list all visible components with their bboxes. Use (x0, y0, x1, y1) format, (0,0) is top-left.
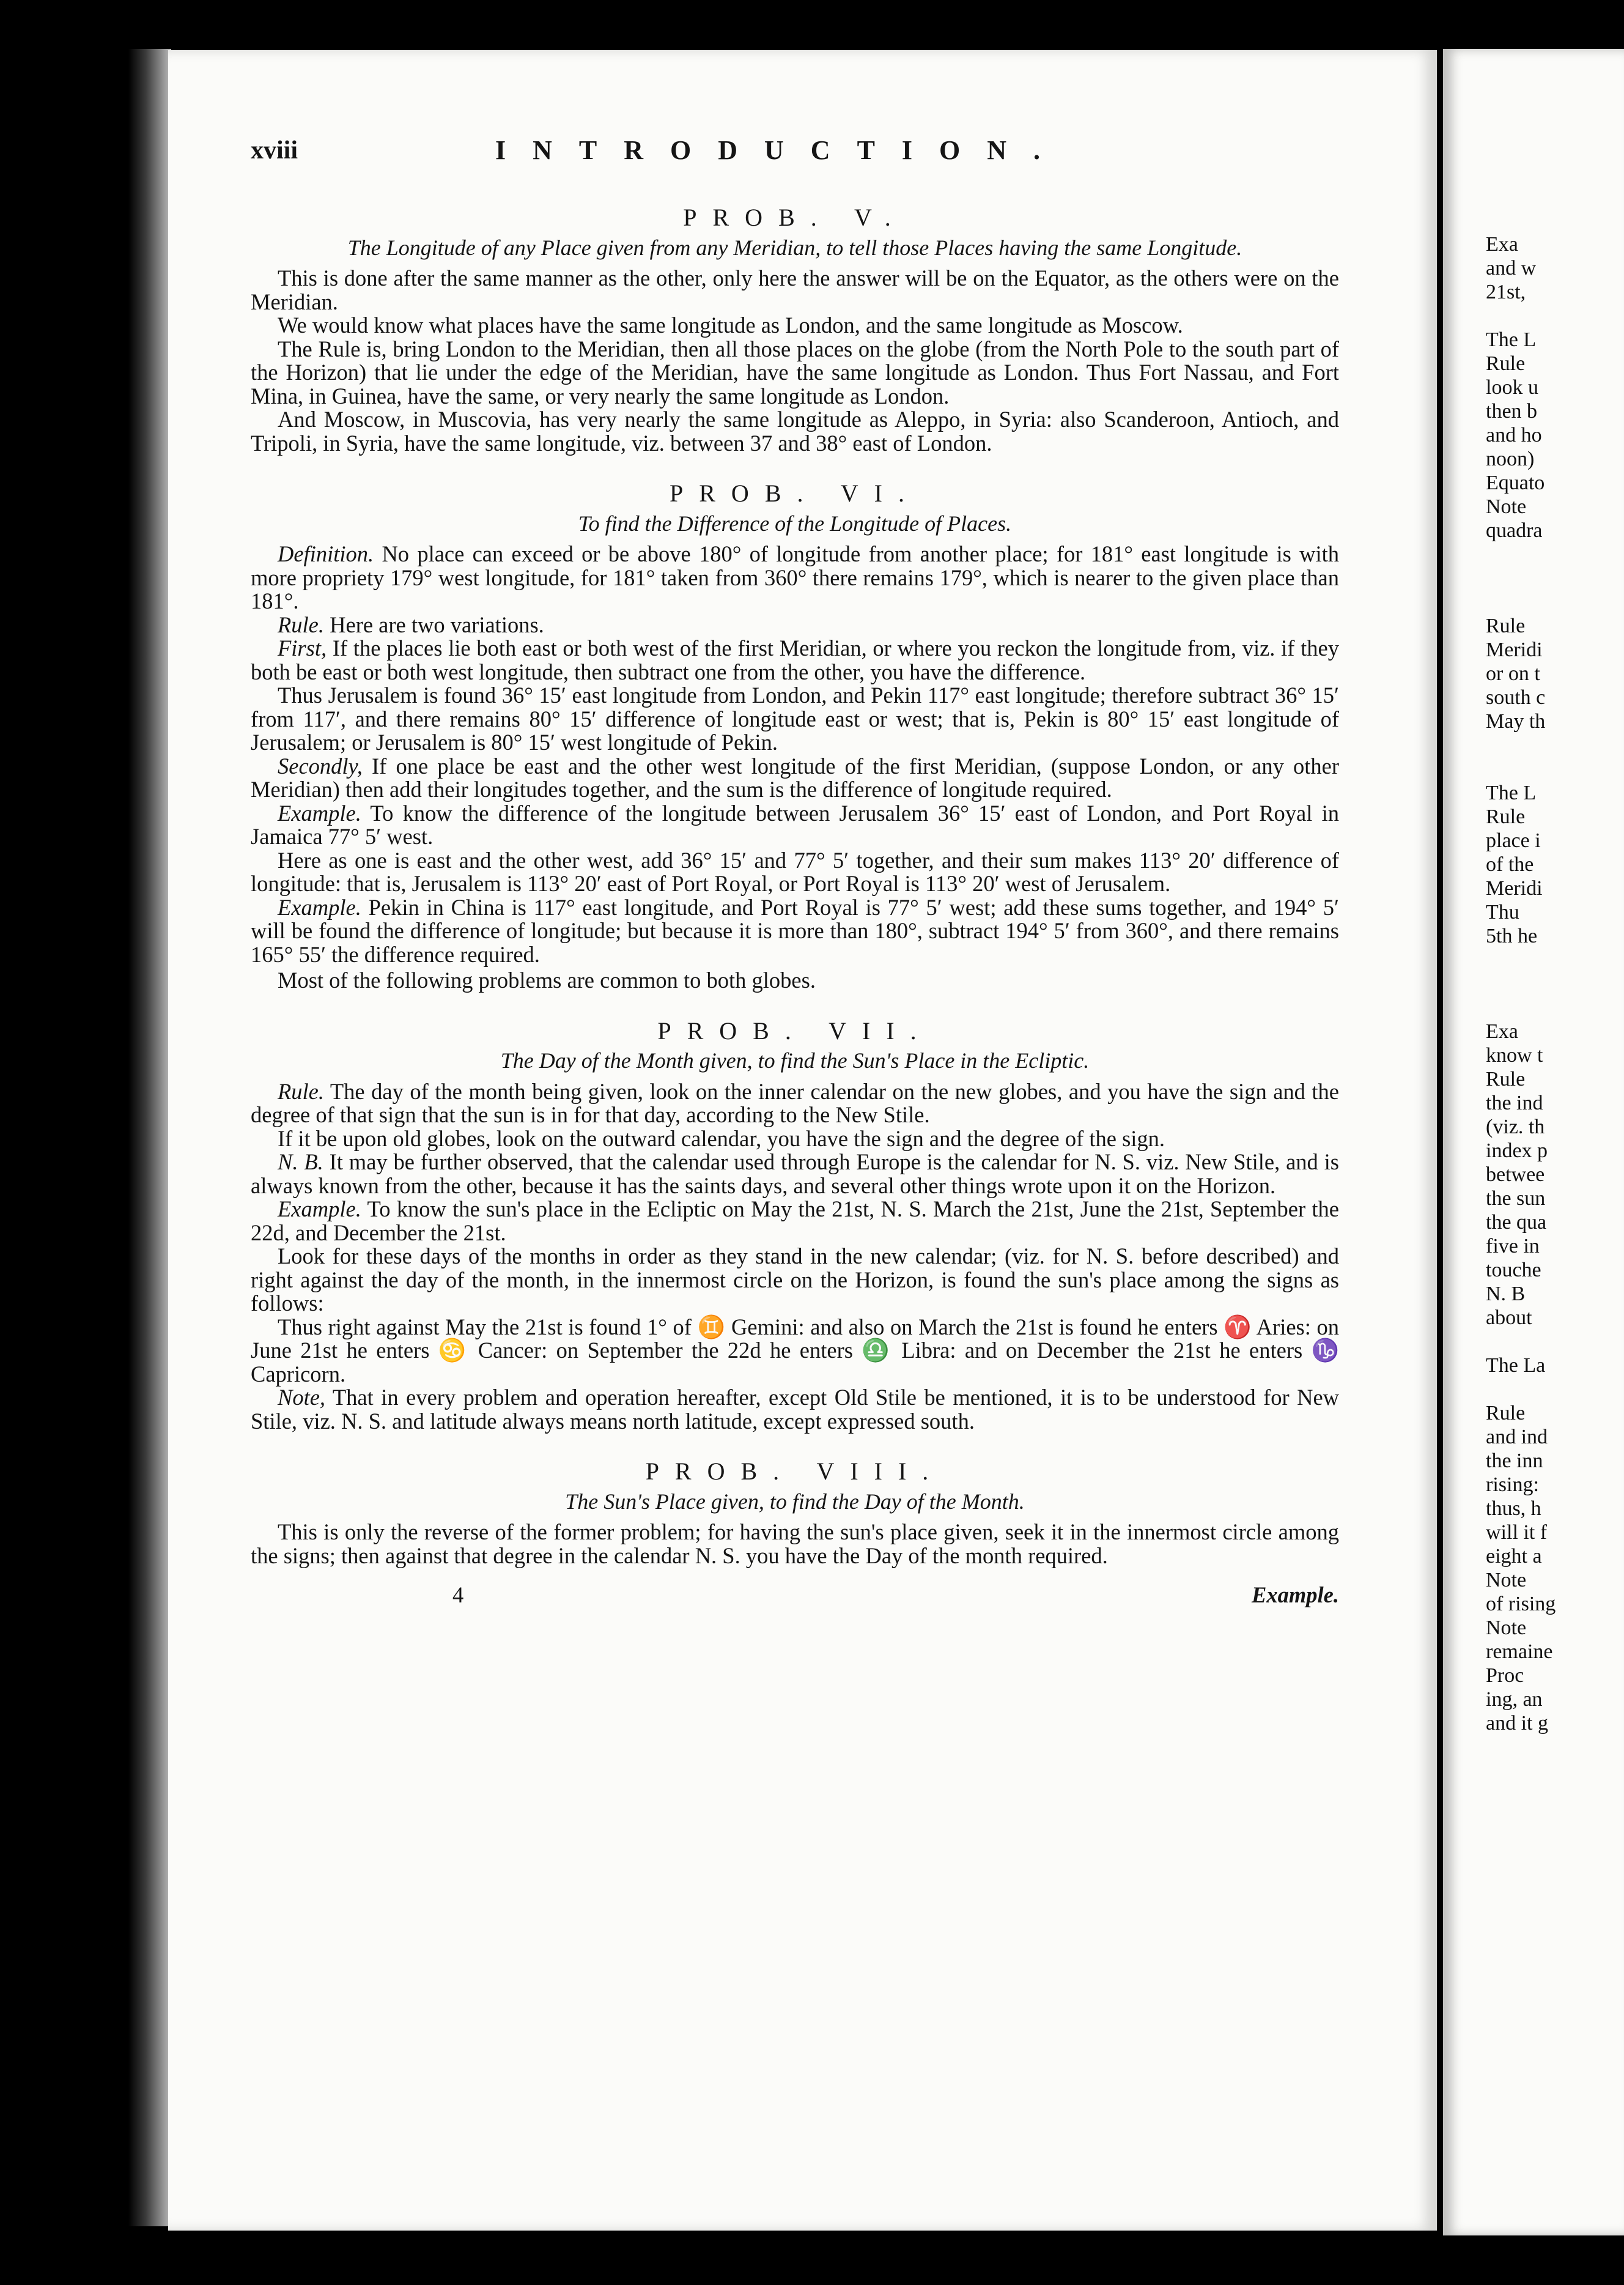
signature-mark: 4 (452, 1582, 464, 1607)
facing-page-line: place i (1486, 829, 1541, 852)
facing-page-line: of rising (1486, 1593, 1556, 1615)
facing-page-line: Meridi (1486, 877, 1543, 900)
facing-page-line (1486, 948, 1624, 972)
facing-page-line (1486, 590, 1624, 614)
facing-page-line: about (1486, 1306, 1532, 1329)
facing-page-line: Note (1486, 495, 1527, 518)
facing-page-line: rising: (1486, 1473, 1539, 1496)
facing-page-line: Meridi (1486, 639, 1543, 661)
facing-page-line: betwee (1486, 1163, 1545, 1186)
facing-page-line: touche (1486, 1259, 1541, 1281)
facing-page-line: five in (1486, 1235, 1540, 1257)
definition-text: No place can exceed or be above 180° of longitude from another place; for 181° east longitude is with more propriety 179° west longitude, for 181° taken from 360° there remains 179°, which is nearer to the given place than 181°. (251, 541, 1340, 613)
facing-page-line: quadra (1486, 519, 1543, 542)
rule-paragraph (251, 613, 1339, 637)
facing-page-line: 21st, (1486, 281, 1526, 303)
facing-page-line: The La (1486, 1354, 1546, 1377)
example-text: Pekin in China is 117° east longitude, and Port Royal is 77° 5′ west; add these sums together, and 194° 5′ will be found the difference of longitude; but because it is more than 180°, subtract 194° 5′ from 360°, and there remains 165° 55′ the difference required. (251, 894, 1339, 967)
rule-text: The day of the month being given, look on the inner calendar on the new globes, and you have the sign and the degree of that sign that the sun is in for that day, according to the New Stile. (251, 1078, 1340, 1127)
prob-5-paragraph: The Rule is, bring London to the Meridian, then all those places on the globe (from the North Pole to the south part of the Horizon) that lie under the edge of the Meridian, have the same longitude as London. Thus Fort Nassau, and Fort Mina, in Guinea, have the same, or very nearly the same longitude as London. (251, 336, 1339, 409)
note-lead: Note, (278, 1385, 326, 1410)
facing-page-line (1486, 1377, 1624, 1401)
facing-page-line: the qua (1486, 1211, 1547, 1234)
facing-page-line: the ind (1486, 1092, 1543, 1114)
facing-page-line: eight a (1486, 1545, 1542, 1568)
facing-page-line: Exa (1486, 1020, 1518, 1043)
page-number: xviii (251, 136, 298, 165)
old-globes-paragraph: If it be upon old globes, look on the outward calendar, you have the sign and the degree of the sign. (278, 1125, 1165, 1151)
facing-page-line (1486, 733, 1624, 757)
facing-page-line: Equato (1486, 472, 1545, 494)
note-text: That in every problem and operation hereafter, except Old Stile be mentioned, it is to be understood for New Stile, viz. N. S. and latitude always means north latitude, except expressed south. (251, 1385, 1340, 1434)
running-title: INTRODUCTION. (495, 135, 1068, 165)
facing-page-text (1486, 232, 1624, 1735)
prob-5-subtitle: The Longitude of any Place given from any Meridian, to tell those Places having the same Longitude. (347, 235, 1242, 260)
rule-text: Here are two variations. (330, 612, 544, 637)
look-paragraph: Look for these days of the months in order as they stand in the new calendar; (viz. for N. S. before described) and right against the day of the month, in the innermost circle on the Horizon, is found the sun's place among the signs as follows: (251, 1243, 1339, 1316)
facing-page-line: Rule (1486, 805, 1526, 828)
prob-8-subtitle: The Sun's Place given, to find the Day of the Month. (565, 1489, 1025, 1514)
common-problems-note: Most of the following problems are common to both globes. (278, 968, 816, 993)
definition-lead: Definition. (278, 541, 374, 566)
example-lead: Example. (278, 1196, 361, 1221)
facing-page-line: and w (1486, 257, 1537, 280)
facing-page-line: of the (1486, 853, 1534, 876)
facing-page-line (1486, 566, 1624, 590)
page-header (251, 135, 1339, 182)
example-text: To know the sun's place in the Ecliptic on May the 21st, N. S. March the 21st, June the 21st, September the 22d, and December the 21st. (251, 1196, 1340, 1245)
example-text: To know the difference of the longitude between Jerusalem 36° 15′ east of London, and Port Royal in Jamaica 77° 5′ west. (251, 800, 1339, 849)
example-lead: Example. (278, 800, 361, 826)
first-text: If the places lie both east or both west of the first Meridian, or where you reckon the longitude from, viz. if they both be east or both west longitude, then subtract one from the other, you have the difference. (251, 635, 1339, 684)
facing-page-line: Note (1486, 1617, 1527, 1639)
facing-page-line: 5th he (1486, 925, 1538, 947)
definition-paragraph (251, 543, 1339, 613)
facing-page-line: noon) (1486, 448, 1535, 470)
rule-lead: Rule. (278, 612, 325, 637)
book-gutter-shadow (128, 49, 171, 2226)
rule-paragraph (251, 1080, 1339, 1127)
page-content (251, 135, 1340, 1614)
facing-page-line: Rule (1486, 352, 1526, 375)
facing-page-line: the inn (1486, 1450, 1543, 1472)
facing-page-line: remaine (1486, 1640, 1553, 1663)
facing-page-line (1486, 543, 1624, 566)
facing-page-line: Rule (1486, 1402, 1526, 1424)
facing-page-line: N. B (1486, 1283, 1526, 1305)
rule-lead: Rule. (278, 1078, 325, 1104)
left-page (168, 50, 1437, 2231)
facing-page-line: thus, h (1486, 1497, 1541, 1520)
prob-7-subtitle: The Day of the Month given, to find the Sun's Place in the Ecliptic. (500, 1048, 1090, 1073)
prob-6-title: PROB. VI. (670, 480, 920, 507)
facing-page-line: Rule (1486, 1068, 1526, 1091)
facing-page-line: look u (1486, 376, 1538, 399)
facing-page-line: Exa (1486, 233, 1518, 256)
secondly-paragraph (251, 755, 1339, 802)
facing-page-line: or on t (1486, 662, 1540, 685)
facing-page (1443, 49, 1624, 2235)
facing-page-line (1486, 996, 1624, 1020)
facing-page-line (1486, 1330, 1624, 1354)
example-paragraph (251, 802, 1339, 849)
nb-paragraph (251, 1150, 1339, 1198)
example-paragraph (251, 1198, 1339, 1245)
facing-page-line: The L (1486, 328, 1537, 351)
page-footer (251, 1583, 1339, 1614)
first-paragraph (251, 637, 1339, 684)
facing-page-line: ing, an (1486, 1688, 1543, 1711)
facing-page-line (1486, 304, 1624, 328)
note-paragraph (251, 1386, 1339, 1433)
facing-page-line: Note (1486, 1569, 1527, 1591)
facing-page-line: May th (1486, 710, 1546, 733)
here-paragraph: Here as one is east and the other west, add 36° 15′ and 77° 5′ together, and their sum makes 113° 20′ difference of longitude: that is, Jerusalem is 113° 20′ east of Port Royal, or Port Royal is 113° 20′ west of Jerusalem. (251, 847, 1339, 896)
nb-text: It may be further observed, that the calendar used through Europe is the calendar for N. S. viz. New Stile, and is always known from the other, because it has the saints days, and several other things wrote upon it on the Horizon. (251, 1149, 1340, 1198)
thus-paragraph: Thus Jerusalem is found 36° 15′ east longitude from London, and Pekin 117° east longitude; therefore subtract 36° 15′ from 117′, and there remains 80° 15′ difference of longitude east or west; that is, Pekin is 80° 15′ east longitude of Jerusalem; or Jerusalem is 80° 15′ west longitude of Pekin. (251, 683, 1339, 755)
facing-page-line (1486, 972, 1624, 996)
facing-page-line: Rule (1486, 615, 1526, 637)
facing-page-line: The L (1486, 782, 1537, 804)
prob-6-subtitle: To find the Difference of the Longitude of Places. (578, 511, 1012, 536)
facing-page-line: Thu (1486, 901, 1519, 924)
prob-7-title: PROB. VII. (657, 1017, 932, 1045)
prob-5-paragraph: We would know what places have the same longitude as London, and the same longitude as Moscow. (278, 313, 1183, 338)
facing-page-line: index p (1486, 1139, 1548, 1162)
facing-page-line: will it f (1486, 1521, 1548, 1544)
secondly-text: If one place be east and the other west longitude of the first Meridian, (suppose London, or any other Meridian) then add their longitudes together, and the sum is the difference of longitude required. (251, 753, 1339, 802)
prob-5-paragraph: And Moscow, in Muscovia, has very nearly the same longitude as Aleppo, in Syria: also Scanderoon, Antioch, and Tripoli, in Syria, have the same longitude, viz. between 37 and 38° east of London. (251, 407, 1339, 456)
example-lead: Example. (278, 894, 361, 920)
facing-page-line: (viz. th (1486, 1116, 1545, 1138)
facing-page-line: the sun (1486, 1187, 1546, 1210)
facing-page-line: and it g (1486, 1712, 1548, 1735)
facing-page-line: Proc (1486, 1664, 1524, 1687)
facing-page-line: and ind (1486, 1426, 1548, 1448)
nb-lead: N. B. (278, 1149, 323, 1174)
prob-5-title: PROB. V. (683, 204, 907, 231)
facing-page-line: then b (1486, 400, 1538, 423)
facing-page-line: and ho (1486, 424, 1542, 446)
first-lead: First, (278, 635, 327, 661)
prob-8-paragraph: This is only the reverse of the former problem; for having the sun's place given, seek it in the innermost circle among the signs; then against that degree in the calendar N. S. you have the Day of the month required. (251, 1519, 1339, 1568)
catchword: Example. (1252, 1582, 1339, 1607)
thus-paragraph: Thus right against May the 21st is found 1° of ♊ Gemini: and also on March the 21st is found he enters ♈ Aries: on June 21st he enters ♋ Cancer: on September the 22d he enters ♎ Libra: and on December the 21st he enters ♑ Capricorn. (251, 1314, 1339, 1387)
prob-5-paragraph: This is done after the same manner as the other, only here the answer will be on the Equator, as the others were on the Meridian. (251, 265, 1339, 314)
prob-8-title: PROB. VIII. (645, 1457, 945, 1485)
facing-page-line (1486, 757, 1624, 781)
facing-page-line: south c (1486, 686, 1546, 709)
example-paragraph (251, 896, 1339, 967)
facing-page-line: know t (1486, 1044, 1543, 1067)
secondly-lead: Secondly, (278, 753, 363, 779)
